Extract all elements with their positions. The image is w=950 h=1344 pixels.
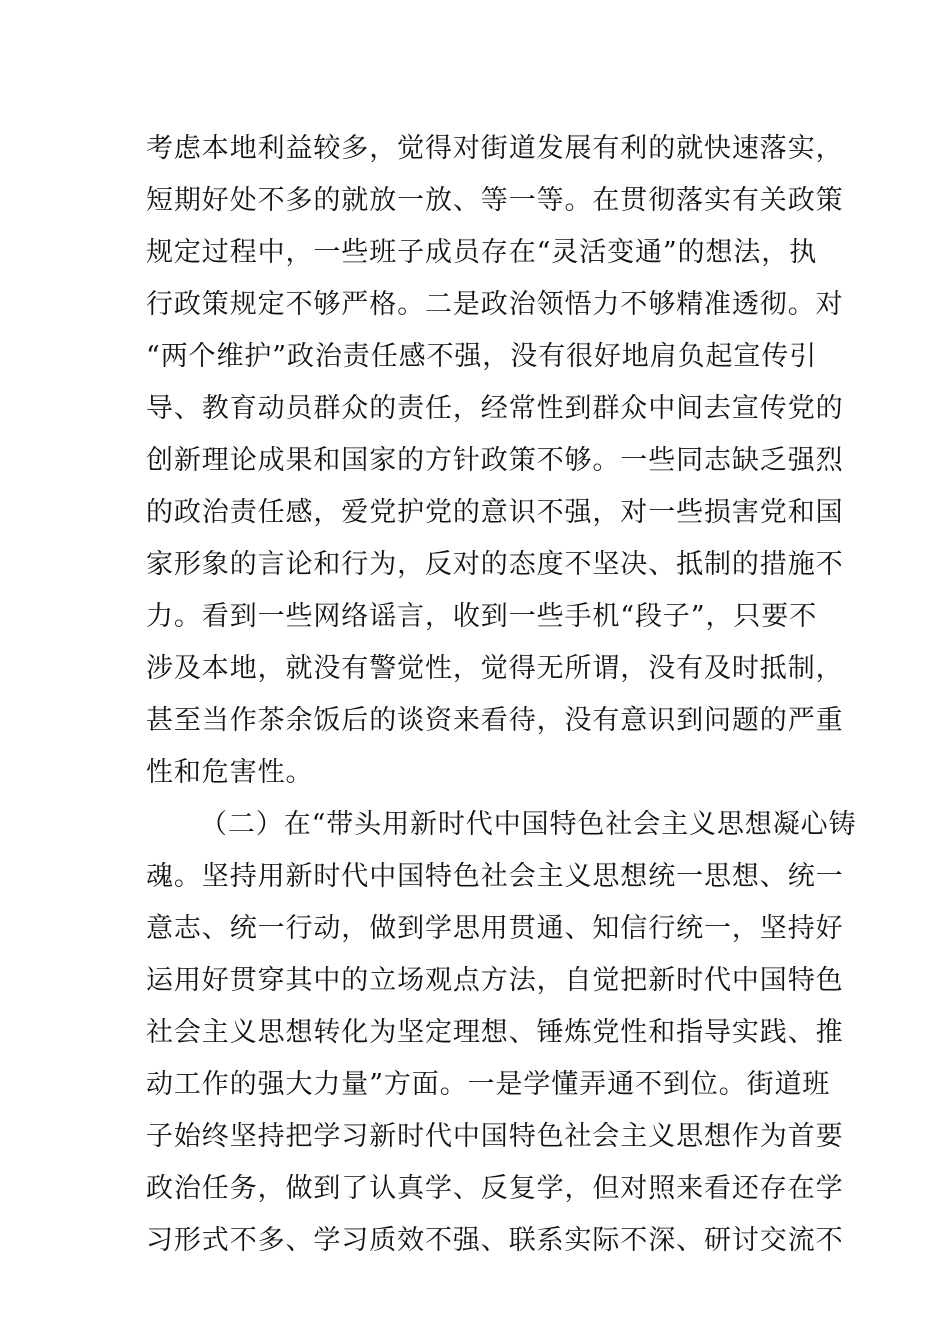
text-line: 意志、统一行动，做到学思用贯通、知信行统一，坚持好 [146,913,844,944]
text-line-first: （二）在“带头用新时代中国特色社会主义思想凝心铸 [200,809,857,840]
text-line: 家形象的言论和行为，反对的态度不坚决、抵制的措施不 [146,549,844,580]
text-line: 的政治责任感，爱党护党的意识不强，对一些损害党和国 [146,497,844,528]
text-line: 规定过程中，一些班子成员存在“灵活变通”的想法，执 [146,237,818,268]
text-line: 短期好处不多的就放一放、等一等。在贯彻落实有关政策 [146,185,844,216]
text-line: 习形式不多、学习质效不强、联系实际不深、研讨交流不 [146,1225,844,1256]
text-line: 力。看到一些网络谣言，收到一些手机“段子”，只要不 [146,601,818,632]
text-line: 创新理论成果和国家的方针政策不够。一些同志缺乏强烈 [146,445,844,476]
text-line-last: 性和危害性。 [146,757,314,788]
text-line: 动工作的强大力量”方面。一是学懂弄通不到位。街道班 [146,1069,831,1100]
text-line: 导、教育动员群众的责任，经常性到群众中间去宣传党的 [146,393,844,424]
text-line: 行政策规定不够严格。二是政治领悟力不够精准透彻。对 [146,289,844,320]
text-line: 魂。坚持用新时代中国特色社会主义思想统一思想、统一 [146,861,844,892]
text-line: 甚至当作茶余饭后的谈资来看待，没有意识到问题的严重 [146,705,844,736]
text-line: 子始终坚持把学习新时代中国特色社会主义思想作为首要 [146,1121,844,1152]
text-line: 社会主义思想转化为坚定理想、锤炼党性和指导实践、推 [146,1017,844,1048]
text-line: 考虑本地利益较多，觉得对街道发展有利的就快速落实， [146,133,844,164]
text-line: 运用好贯穿其中的立场观点方法，自觉把新时代中国特色 [146,965,844,996]
text-line: 涉及本地，就没有警觉性，觉得无所谓，没有及时抵制， [146,653,844,684]
text-line: 政治任务，做到了认真学、反复学，但对照来看还存在学 [146,1173,844,1204]
text-line: “两个维护”政治责任感不强，没有很好地肩负起宣传引 [146,341,818,372]
